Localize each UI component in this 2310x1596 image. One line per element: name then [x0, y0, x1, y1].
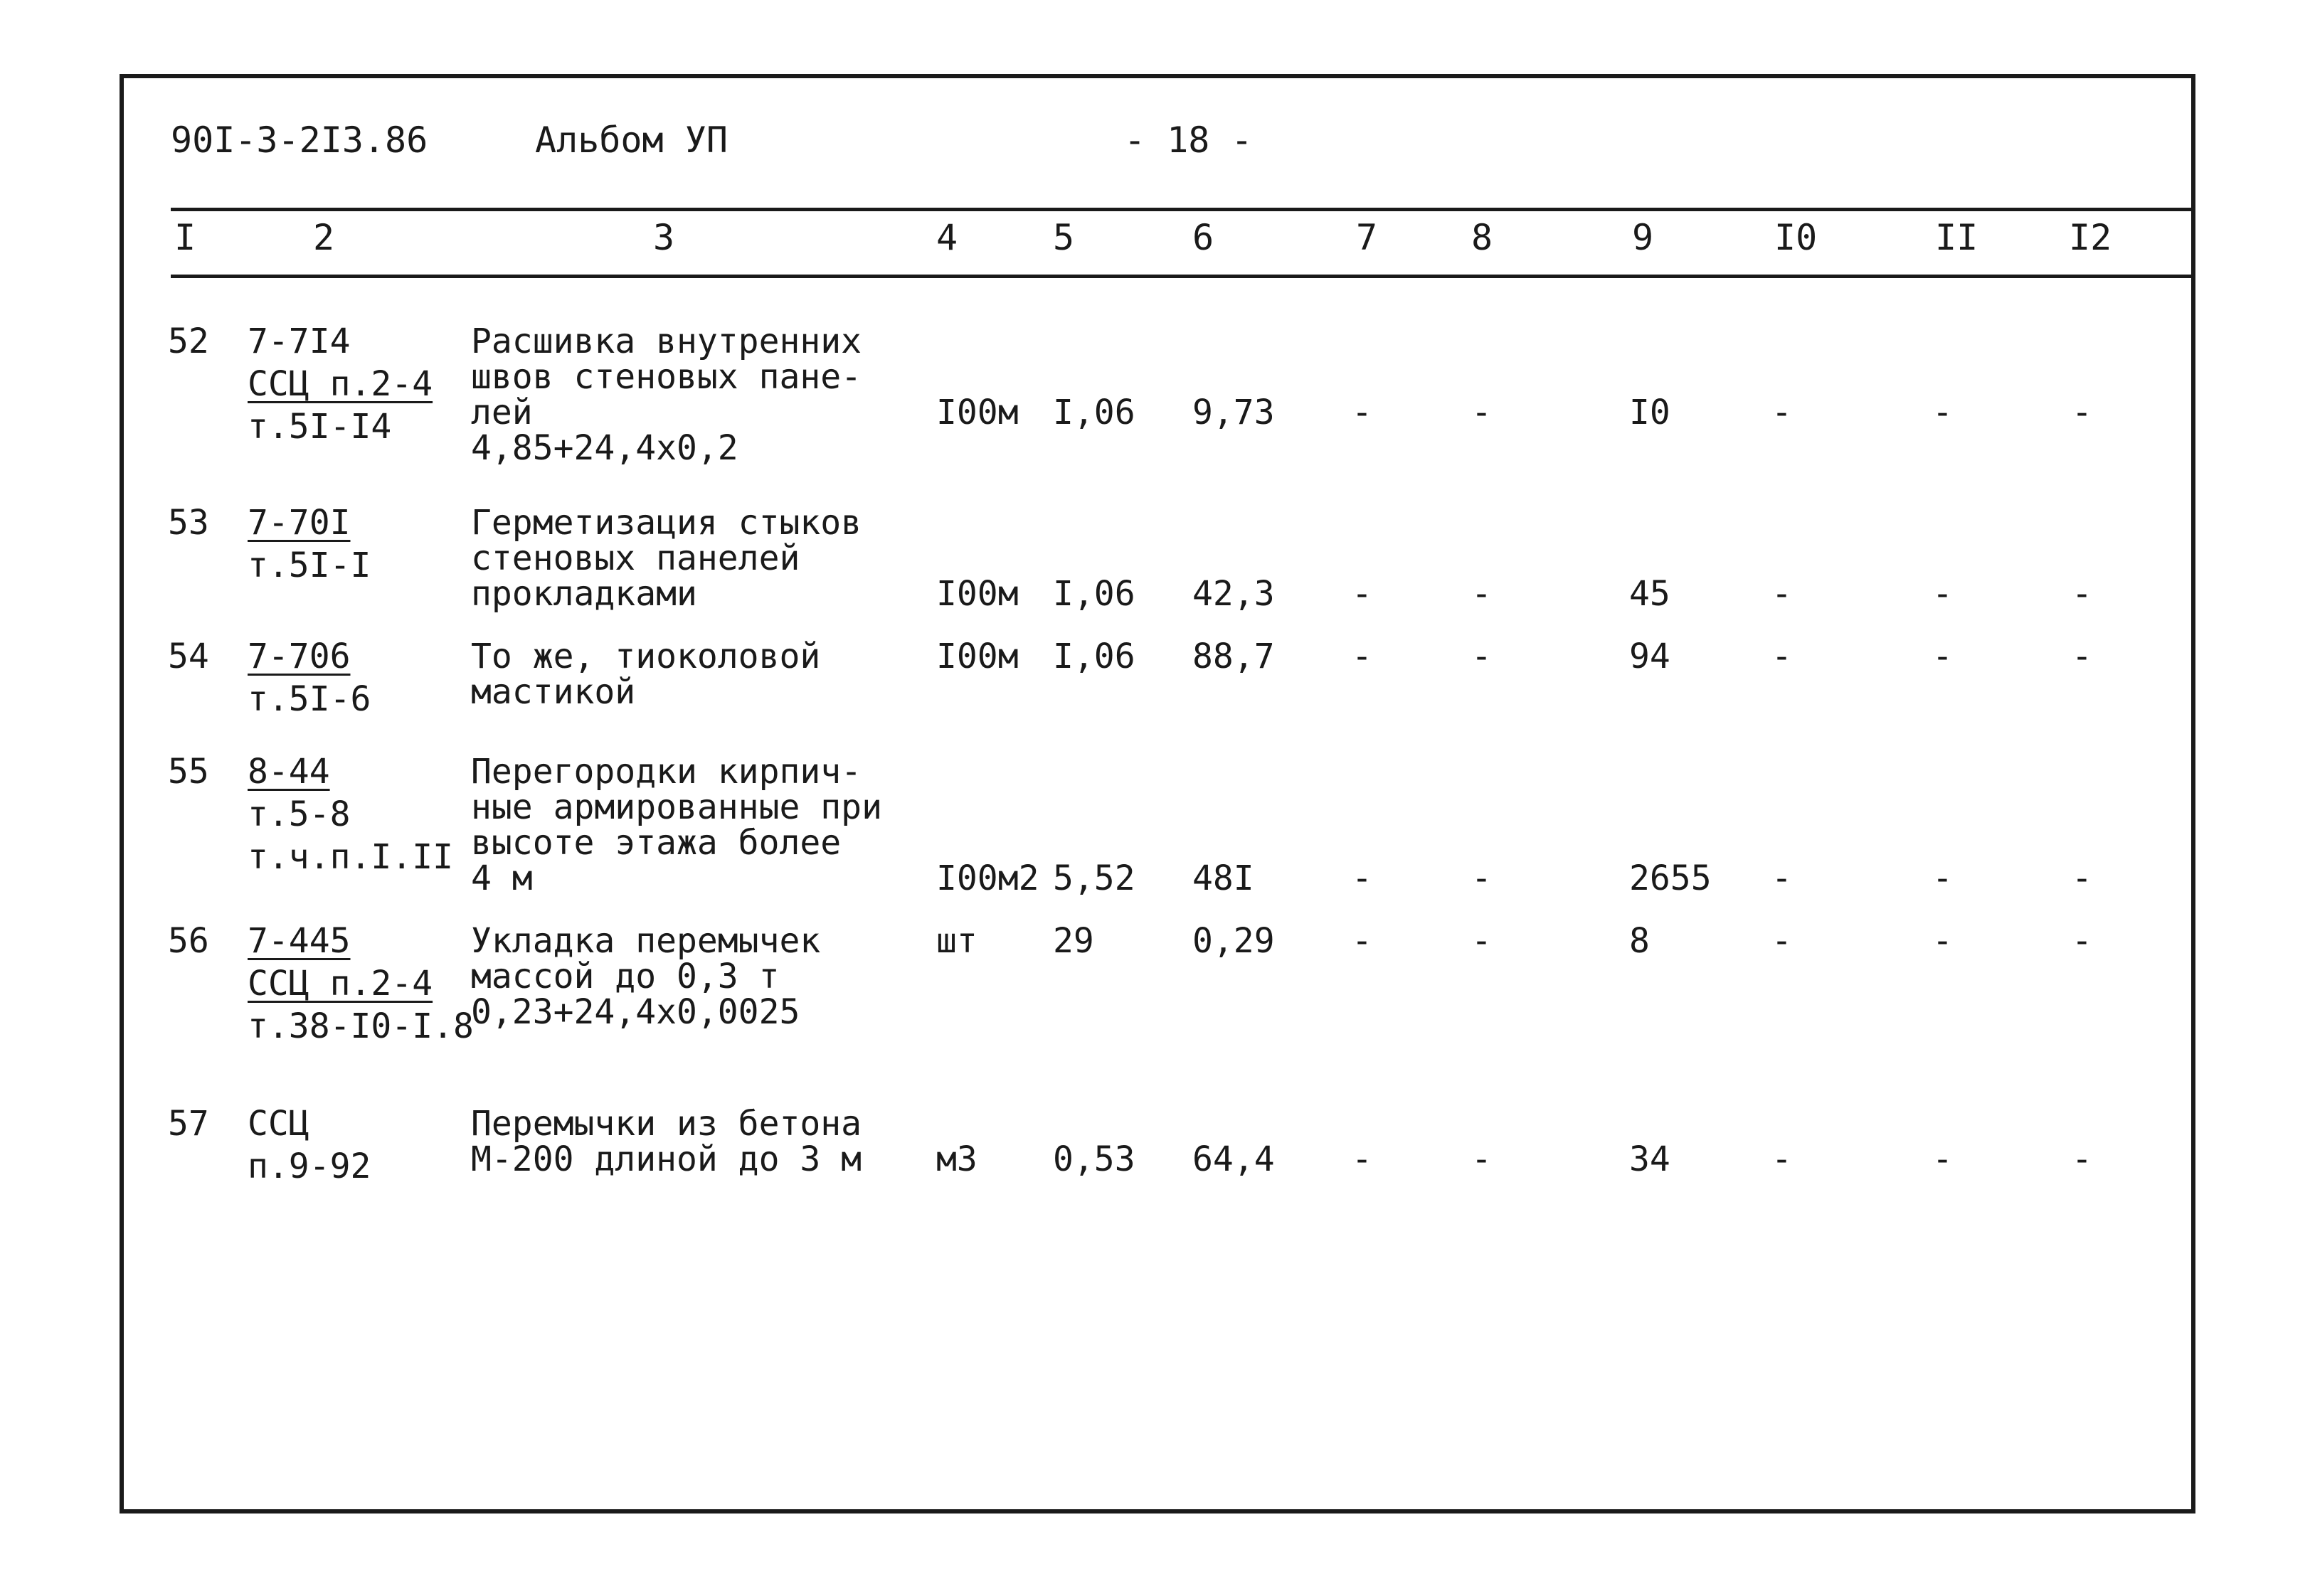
col11-cell: - — [1932, 921, 1953, 961]
column-header-6: 6 — [1192, 217, 1214, 258]
norm-code-line: т.5I-I — [248, 546, 371, 585]
norm-code-line: т.5-8 — [248, 794, 351, 834]
work-description-line: прокладками — [471, 574, 697, 614]
col9-cell: 8 — [1629, 921, 1650, 961]
col11-cell: - — [1932, 393, 1953, 432]
col8-cell: - — [1471, 921, 1492, 961]
row-number: 55 — [168, 752, 209, 792]
work-description-line: Укладка перемычек — [471, 921, 821, 961]
col6-cell: 64,4 — [1192, 1139, 1275, 1179]
col12-cell: - — [2072, 858, 2092, 898]
quantity-cell: I,06 — [1053, 393, 1135, 432]
quantity-cell: I,06 — [1053, 637, 1135, 676]
page-number: - 18 - — [1124, 119, 1253, 161]
norm-code-line: т.ч.п.I.II — [248, 837, 453, 877]
col6-cell: 9,73 — [1192, 393, 1275, 432]
quantity-cell: I,06 — [1053, 574, 1135, 614]
norm-code-line: т.5I-I4 — [248, 407, 392, 447]
norm-code-line: 7-706 — [248, 637, 351, 676]
quantity-cell: 5,52 — [1053, 858, 1135, 898]
unit-cell: I00м — [936, 393, 1019, 432]
norm-code — [248, 754, 453, 882]
column-header-2: 2 — [313, 217, 335, 258]
header-rule-bottom — [171, 275, 2191, 278]
work-description — [471, 923, 820, 1030]
col10-cell: - — [1771, 393, 1792, 432]
row-number: 54 — [168, 637, 209, 676]
col11-cell: - — [1932, 574, 1953, 614]
col7-cell: - — [1352, 574, 1372, 614]
col9-cell: 2655 — [1629, 858, 1712, 898]
quantity-cell: 0,53 — [1053, 1139, 1135, 1179]
work-description-line: Расшивка внутренних — [471, 321, 862, 361]
col7-cell: - — [1352, 858, 1372, 898]
work-description-line: швов стеновых пане- — [471, 357, 862, 397]
work-description-line: Перемычки из бетона — [471, 1104, 862, 1144]
norm-code-line: 7-7I4 — [248, 321, 351, 361]
norm-code-line: ССЦ п.2-4 — [248, 964, 433, 1004]
col11-cell: - — [1932, 637, 1953, 676]
unit-cell: I00м2 — [936, 858, 1039, 898]
norm-code-line: 8-44 — [248, 752, 330, 792]
work-description-line: стеновых панелей — [471, 538, 800, 578]
col12-cell: - — [2072, 637, 2092, 676]
col6-cell: 42,3 — [1192, 574, 1275, 614]
unit-cell: шт — [936, 921, 977, 961]
col12-cell: - — [2072, 1139, 2092, 1179]
norm-code-line: 7-70I — [248, 503, 351, 543]
column-header-4: 4 — [936, 217, 958, 258]
col7-cell: - — [1352, 1139, 1372, 1179]
column-header-8: 8 — [1471, 217, 1493, 258]
col10-cell: - — [1771, 574, 1792, 614]
unit-cell: I00м — [936, 637, 1019, 676]
work-description-line: ные армированные при — [471, 787, 882, 827]
norm-code-line: 7-445 — [248, 921, 351, 961]
work-description — [471, 639, 820, 710]
col8-cell: - — [1471, 858, 1492, 898]
row-number: 52 — [168, 321, 209, 361]
column-header-1: I — [174, 217, 196, 258]
work-description-line: Перегородки кирпич- — [471, 752, 862, 792]
header-rule-top — [171, 208, 2191, 211]
col7-cell: - — [1352, 393, 1372, 432]
col8-cell: - — [1471, 1139, 1492, 1179]
work-description-line: 0,23+24,4х0,0025 — [471, 992, 800, 1032]
norm-code — [248, 923, 474, 1051]
work-description — [471, 505, 862, 612]
quantity-cell: 29 — [1053, 921, 1094, 961]
norm-code-line: т.5I-6 — [248, 679, 371, 719]
row-number: 56 — [168, 921, 209, 961]
column-header-12: I2 — [2069, 217, 2112, 258]
norm-code — [248, 1106, 371, 1191]
norm-code-line: ССЦ п.2-4 — [248, 364, 433, 404]
work-description-line: М-200 длиной до 3 м — [471, 1139, 862, 1179]
col7-cell: - — [1352, 637, 1372, 676]
col10-cell: - — [1771, 1139, 1792, 1179]
work-description — [471, 1106, 862, 1177]
column-header-3: 3 — [653, 217, 675, 258]
column-header-11: II — [1935, 217, 1978, 258]
col8-cell: - — [1471, 574, 1492, 614]
col9-cell: 45 — [1629, 574, 1670, 614]
col10-cell: - — [1771, 921, 1792, 961]
unit-cell: I00м — [936, 574, 1019, 614]
col9-cell: I0 — [1629, 393, 1670, 432]
col11-cell: - — [1932, 1139, 1953, 1179]
work-description-line: лей — [471, 393, 533, 432]
work-description-line: То же, тиоколовой — [471, 637, 821, 676]
column-header-9: 9 — [1632, 217, 1654, 258]
col9-cell: 34 — [1629, 1139, 1670, 1179]
norm-code-line: ССЦ — [248, 1104, 309, 1144]
col7-cell: - — [1352, 921, 1372, 961]
work-description-line: Герметизация стыков — [471, 503, 862, 543]
album-label: Альбом УП — [535, 119, 728, 161]
col6-cell: 88,7 — [1192, 637, 1275, 676]
unit-cell: м3 — [936, 1139, 977, 1179]
norm-code-line: т.38-I0-I.8 — [248, 1006, 474, 1046]
work-description-line: 4,85+24,4х0,2 — [471, 428, 738, 468]
col12-cell: - — [2072, 393, 2092, 432]
column-header-7: 7 — [1356, 217, 1378, 258]
row-number: 57 — [168, 1104, 209, 1144]
col6-cell: 0,29 — [1192, 921, 1275, 961]
row-number: 53 — [168, 503, 209, 543]
col8-cell: - — [1471, 637, 1492, 676]
col11-cell: - — [1932, 858, 1953, 898]
norm-code — [248, 321, 433, 452]
norm-code-line: п.9-92 — [248, 1147, 371, 1186]
work-description-line: высоте этажа более — [471, 823, 842, 863]
norm-code — [248, 505, 371, 590]
col12-cell: - — [2072, 921, 2092, 961]
work-description — [471, 321, 862, 468]
column-header-5: 5 — [1053, 217, 1075, 258]
col10-cell: - — [1771, 637, 1792, 676]
column-header-10: I0 — [1774, 217, 1818, 258]
work-description — [471, 754, 882, 896]
work-description-line: массой до 0,3 т — [471, 957, 780, 996]
col10-cell: - — [1771, 858, 1792, 898]
col9-cell: 94 — [1629, 637, 1670, 676]
document-code: 90I-3-2I3.86 — [171, 119, 428, 161]
col12-cell: - — [2072, 574, 2092, 614]
work-description-line: мастикой — [471, 672, 636, 712]
col6-cell: 48I — [1192, 858, 1254, 898]
work-description-line: 4 м — [471, 858, 533, 898]
col8-cell: - — [1471, 393, 1492, 432]
norm-code — [248, 639, 371, 724]
